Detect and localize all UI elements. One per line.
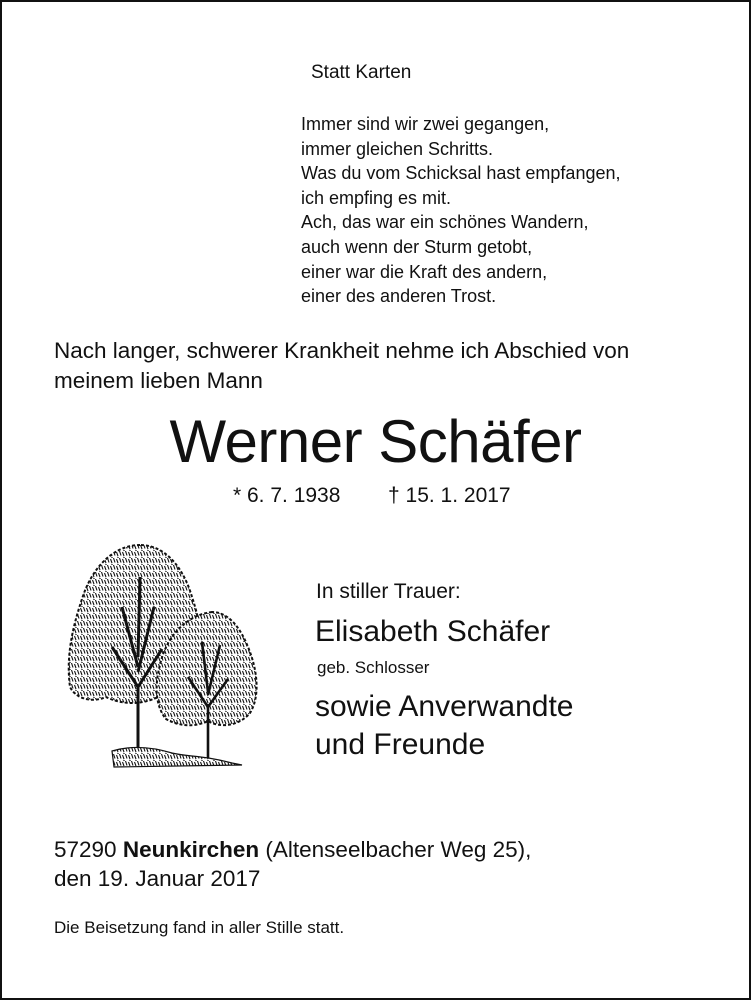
birth-date: * 6. 7. 1938	[233, 484, 341, 507]
poem-line: immer gleichen Schritts.	[301, 138, 494, 159]
burial-note: Die Beisetzung fand in aller Stille statt.	[54, 918, 345, 937]
deceased-name: Werner Schäfer	[169, 408, 582, 475]
postcode: 57290	[54, 837, 117, 862]
poem-line: Ach, das war ein schönes Wandern,	[301, 212, 589, 233]
poem-line: auch wenn der Sturm getobt,	[301, 236, 533, 257]
intro-text	[54, 336, 629, 396]
intro-line-2: meinem lieben Mann	[54, 368, 263, 393]
statt-karten-label: Statt Karten	[311, 62, 412, 83]
poem-line: einer war die Kraft des andern,	[301, 261, 548, 282]
weeping-willow-trees-icon	[62, 537, 262, 772]
widow-name: Elisabeth Schäfer	[315, 615, 551, 648]
mourning-heading: In stiller Trauer:	[316, 580, 461, 603]
city: Neunkirchen	[122, 837, 260, 862]
widow-maiden-name: geb. Schlosser	[317, 658, 430, 677]
poem	[301, 112, 620, 309]
death-date: † 15. 1. 2017	[388, 484, 511, 507]
poem-line: Was du vom Schicksal hast empfangen,	[301, 163, 621, 184]
poem-line: ich empfing es mit.	[301, 187, 452, 208]
street: (Altenseelbacher Weg 25),	[265, 837, 532, 862]
poem-line: einer des anderen Trost.	[301, 286, 497, 307]
relatives-line-2: und Freunde	[315, 728, 486, 761]
address-line	[54, 837, 531, 863]
relatives-line-1: sowie Anverwandte	[315, 690, 574, 723]
intro-line-1: Nach langer, schwerer Krankheit nehme ich Abschied von	[54, 338, 630, 363]
poem-line: Immer sind wir zwei gegangen,	[301, 114, 550, 134]
date-line: den 19. Januar 2017	[54, 866, 261, 891]
